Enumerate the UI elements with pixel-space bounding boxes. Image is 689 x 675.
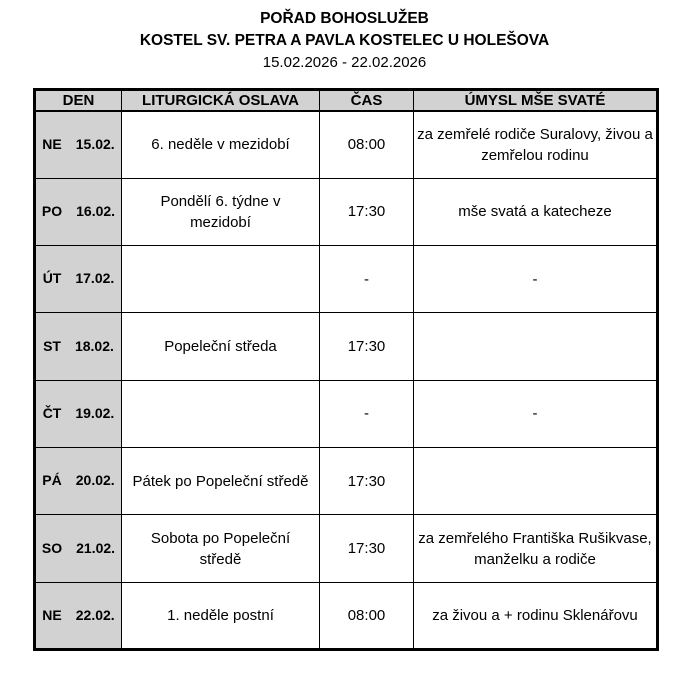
table-row [35,380,658,447]
mass-intention-cell [414,313,658,380]
mass-intention-cell: - [414,380,658,447]
time-cell: 17:30 [320,178,414,245]
day-abbreviation: NE [42,136,62,153]
day-date: 19.02. [75,405,115,422]
day-cell [35,515,122,582]
time-cell: 08:00 [320,111,414,178]
day-label [37,202,120,222]
day-label [37,135,120,155]
mass-intention-cell: za zemřelé rodiče Suralovy, živou a zemřelou rodinu [414,111,658,178]
day-date: 17.02. [75,270,115,287]
day-cell [35,582,122,649]
table-row [35,515,658,582]
day-abbreviation: NE [42,606,62,623]
page-title: POŘAD BOHOSLUŽEB [260,10,429,27]
day-label [37,337,120,357]
day-date: 21.02. [76,539,116,556]
time-cell: 17:30 [320,515,414,582]
mass-intention-cell: mše svatá a katecheze [414,178,658,245]
time-cell: 08:00 [320,582,414,649]
time-cell: - [320,246,414,313]
day-abbreviation: ST [43,337,61,354]
day-label [37,539,120,559]
mass-intention-cell: za zemřelého Františka Rušikvase, manželku a rodiče [414,515,658,582]
liturgical-celebration-cell [122,380,320,447]
document-header [0,0,689,73]
day-date: 22.02. [75,606,115,623]
day-label [37,269,120,289]
table-body [35,111,658,650]
day-abbreviation: ÚT [42,270,62,287]
day-date: 15.02. [75,136,115,153]
column-header-den: DEN [35,90,122,112]
day-cell [35,246,122,313]
table-row [35,246,658,313]
column-header-liturgicka-oslava: LITURGICKÁ OSLAVA [122,90,320,112]
date-range: 15.02.2026 - 22.02.2026 [262,54,427,71]
liturgical-celebration-cell: 6. neděle v mezidobí [122,111,320,178]
day-abbreviation: SO [41,539,63,556]
day-label [37,471,120,491]
table-row [35,178,658,245]
time-cell: 17:30 [320,313,414,380]
day-date: 20.02. [75,472,115,489]
day-label [37,404,120,424]
church-name: KOSTEL SV. PETRA A PAVLA KOSTELEC U HOLEŠOVA [139,32,550,49]
liturgical-celebration-cell [122,246,320,313]
day-abbreviation: PÁ [42,472,62,489]
mass-intention-cell: za živou a + rodinu Sklenářovu [414,582,658,649]
time-cell: - [320,380,414,447]
time-cell: 17:30 [320,448,414,515]
day-cell [35,178,122,245]
table-header-row [35,90,658,112]
column-header-cas: ČAS [320,90,414,112]
liturgical-celebration-cell: Pondělí 6. týdne v mezidobí [122,178,320,245]
liturgical-celebration-cell: Sobota po Popeleční středě [122,515,320,582]
liturgical-celebration-cell: Pátek po Popeleční středě [122,448,320,515]
column-header-umysl-mse-svate: ÚMYSL MŠE SVATÉ [414,90,658,112]
table-row [35,111,658,178]
mass-intention-cell: - [414,246,658,313]
table-row [35,448,658,515]
day-date: 18.02. [74,337,114,354]
day-date: 16.02. [76,203,116,220]
day-abbreviation: ČT [42,405,62,422]
schedule-table [33,88,659,651]
day-cell [35,111,122,178]
day-abbreviation: PO [41,203,63,220]
mass-intention-cell [414,448,658,515]
day-cell [35,448,122,515]
day-cell [35,313,122,380]
day-cell [35,380,122,447]
table-row [35,313,658,380]
liturgical-celebration-cell: 1. neděle postní [122,582,320,649]
day-label [37,606,120,626]
table-row [35,582,658,649]
liturgical-celebration-cell: Popeleční středa [122,313,320,380]
